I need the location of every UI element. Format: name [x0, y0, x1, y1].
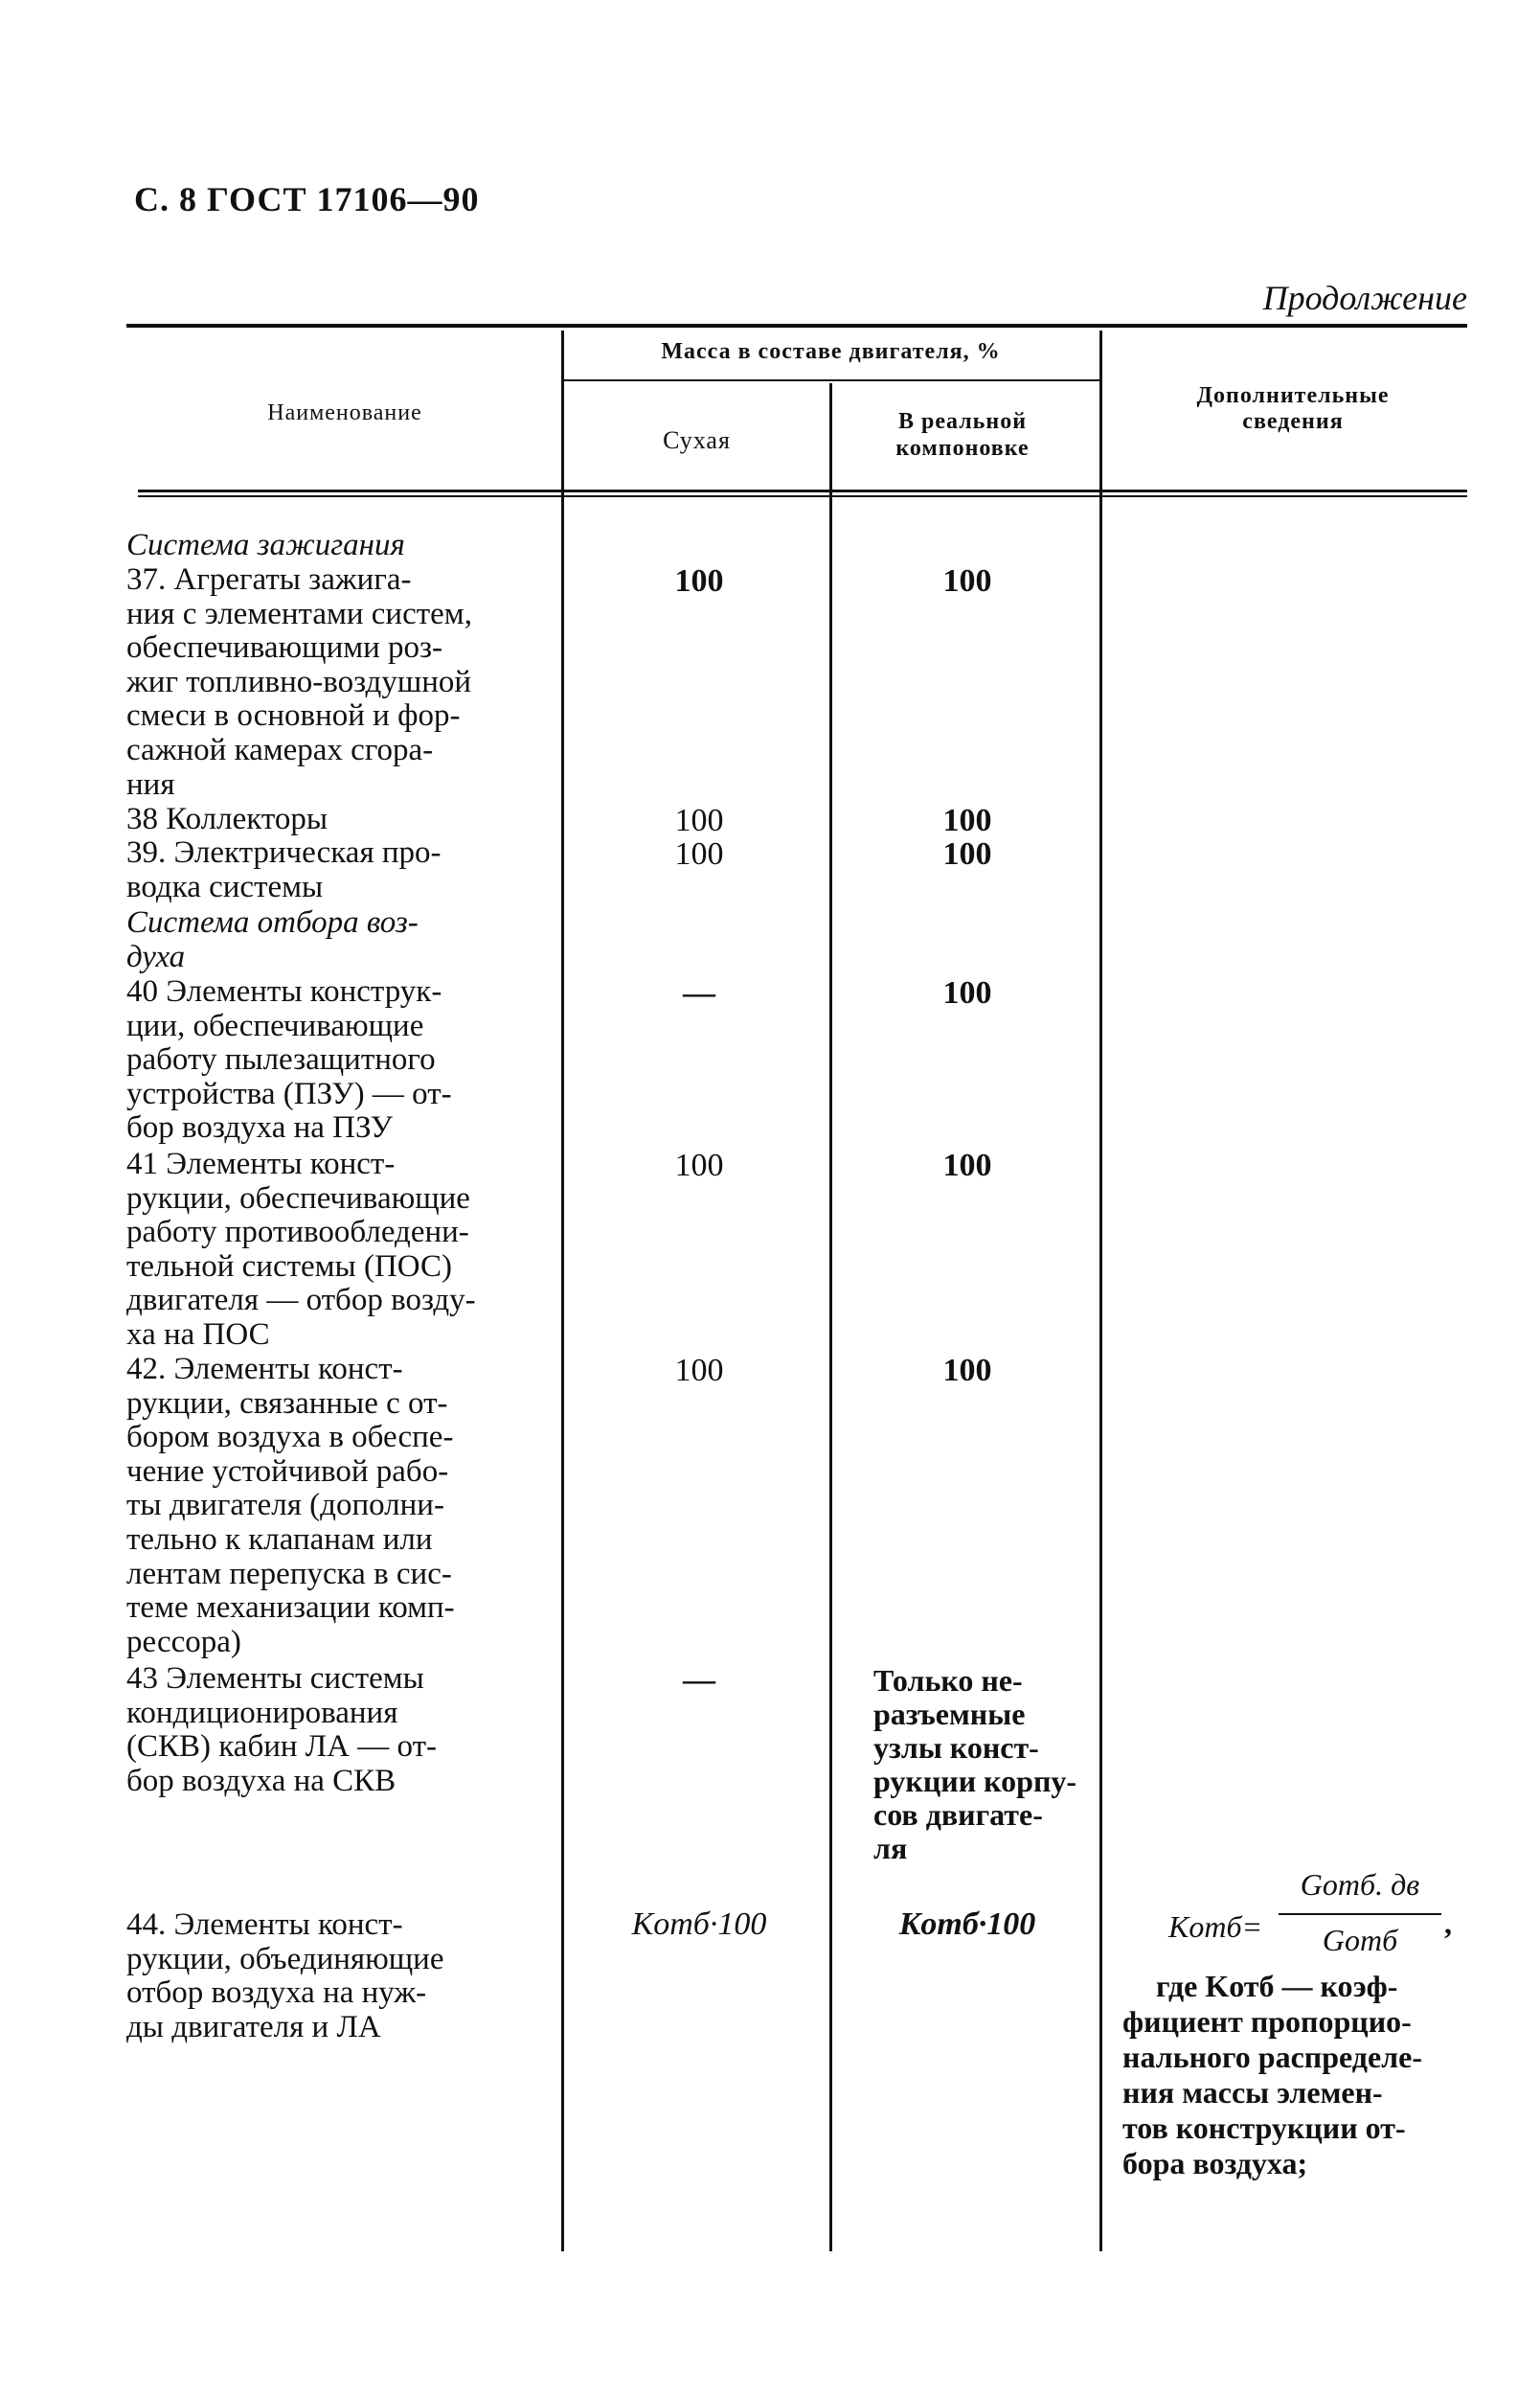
row-40-real: 100: [942, 975, 992, 1011]
column-divider-3: [1099, 331, 1102, 2251]
header-dry: Сухая: [663, 426, 731, 454]
formula-comma: ,: [1444, 1905, 1452, 1940]
row-43-dry: —: [683, 1662, 715, 1698]
row-38-real: 100: [942, 803, 992, 838]
continuation-label: Продолжение: [1262, 279, 1467, 317]
row-39-real: 100: [942, 836, 992, 872]
column-divider-1: [561, 331, 564, 2251]
row-44-name: 44. Элементы конст- рукции, объединяющие отбор воздуха на нуж- ды двигателя и ЛА: [126, 1907, 444, 2044]
page-header: С. 8 ГОСТ 17106—90: [134, 180, 480, 218]
section-ignition-system: Система зажигания: [126, 528, 405, 562]
header-real: В реальной компоновке: [895, 409, 1030, 461]
row-44-dry: Kотб·100: [631, 1906, 767, 1942]
row-37-real: 100: [942, 563, 992, 599]
header-name: Наименование: [267, 400, 422, 425]
formula-lhs: Kотб=: [1168, 1909, 1263, 1944]
row-40-dry: —: [683, 975, 715, 1011]
header-mass-group: Масса в составе двигателя, %: [661, 339, 1001, 364]
row-43-name: 43 Элементы системы кондиционирования (СКВ) кабин ЛА — от- бор воздуха на СКВ: [126, 1661, 437, 1798]
row-37-dry: 100: [674, 563, 724, 599]
row-38-name: 38 Коллекторы: [126, 802, 328, 836]
row-42-name: 42. Элементы конст- рукции, связанные с от- бором воздуха в обеспе- чение устойчивой рабо- ты двигателя (дополни- тельно к клапанам или лентам перепуска в сис- теме механизации комп- рессора): [126, 1352, 455, 1659]
row-41-dry: 100: [674, 1148, 724, 1183]
row-37-name: 37. Агрегаты зажига- ния с элементами систем, обеспечивающими роз- жиг топливно-воздушной смеси в основной и фор- сажной камерах сгора- ния: [126, 562, 472, 802]
column-divider-2: [829, 383, 832, 2251]
row-40-name: 40 Элементы конструк- ции, обеспечивающие работу пылезащитного устройства (ПЗУ) — от- бор воздуха на ПЗУ: [126, 974, 452, 1146]
row-42-dry: 100: [674, 1353, 724, 1388]
table-top-rule: [126, 324, 1467, 328]
formula-numerator: Gотб. дв: [1300, 1867, 1420, 1902]
row-39-name: 39. Электрическая про- водка системы: [126, 835, 442, 904]
row-44-real: Kотб·100: [898, 1906, 1036, 1942]
header-bottom-rule-2: [138, 495, 1467, 497]
header-extra: Дополнительные сведения: [1196, 383, 1390, 434]
row-39-dry: 100: [674, 836, 724, 872]
formula-denominator: Gотб: [1322, 1923, 1398, 1957]
row-42-real: 100: [942, 1353, 992, 1388]
section-air-bleed-system: Система отбора воз- духа: [126, 905, 419, 974]
header-bottom-rule: [138, 490, 1467, 492]
mass-group-rule: [563, 379, 1099, 381]
row-43-real-note: Только не- разъемные узлы конст- рукции корпу- сов двигате- ля: [873, 1663, 1077, 1865]
row-38-dry: 100: [674, 803, 724, 838]
row-44-extra-note: где Kотб — коэф- фициент пропорцио- нального распределе- ния массы элемен- тов конструкции от- бора воздуха;: [1122, 1969, 1422, 2180]
formula-fraction-bar: [1279, 1913, 1441, 1915]
row-44-formula: [1159, 1863, 1465, 1969]
row-41-name: 41 Элементы конст- рукции, обеспечивающие работу противообледени- тельной системы (ПОС) двигателя — отбор возду- ха на ПОС: [126, 1147, 476, 1352]
row-41-real: 100: [942, 1148, 992, 1183]
